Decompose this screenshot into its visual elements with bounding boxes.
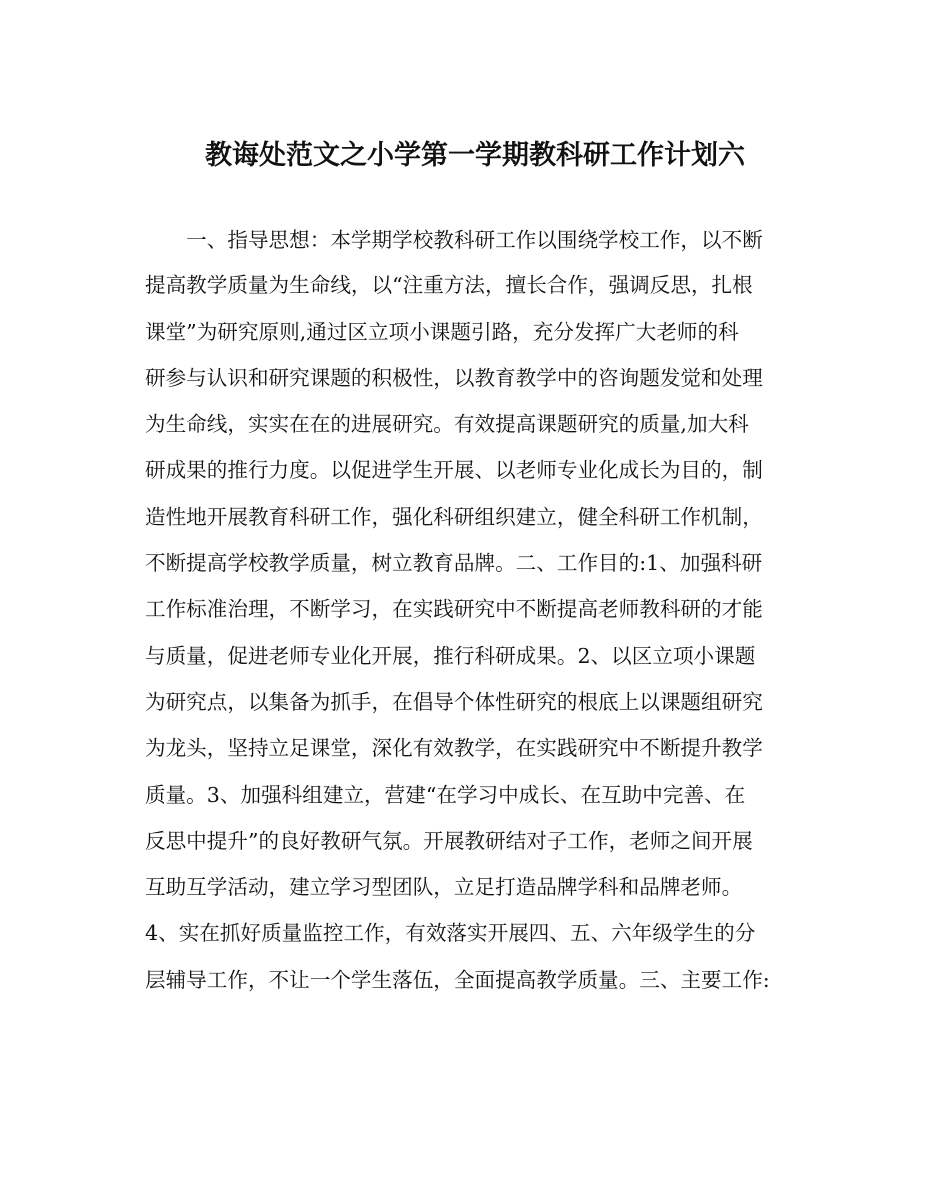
- body-line: 一、指导思想：本学期学校教科研工作以围绕学校工作，以不断: [145, 228, 763, 252]
- body-line: 研成果的推行力度。以促进学生开展、以老师专业化成长为目的，制: [145, 458, 763, 482]
- body-line: 研参与认识和研究课题的积极性，以教育教学中的咨询题发觉和处理: [145, 366, 763, 390]
- body-line: 4、实在抓好质量监控工作，有效落实开展四、五、六年级学生的分: [145, 921, 756, 945]
- body-line: 课堂”为研究原则,通过区立项小课题引路，充分发挥广大老师的科: [145, 320, 739, 344]
- body-line: 为龙头，坚持立足课堂，深化有效教学，在实践研究中不断提升教学: [145, 736, 763, 760]
- body-line: 提高教学质量为生命线，以“注重方法，擅长合作，强调反思，扎根: [145, 273, 753, 297]
- body-line: 互助互学活动，建立学习型团队，立足打造品牌学科和品牌老师。: [145, 875, 743, 899]
- body-line: 层辅导工作，不让一个学生落伍，全面提高教学质量。三、主要工作:: [145, 968, 770, 992]
- body-line: 反思中提升”的良好教研气氛。开展教研结对子工作，老师之间开展: [145, 829, 753, 853]
- body-line: 为研究点，以集备为抓手，在倡导个体性研究的根底上以课题组研究: [145, 690, 763, 714]
- body-line: 不断提高学校教学质量，树立教育品牌。二、工作目的:1、加强科研: [145, 551, 763, 575]
- body-line: 工作标准治理，不断学习，在实践研究中不断提高老师教科研的才能: [145, 597, 763, 621]
- body-line: 质量。3、加强科组建立，营建“在学习中成长、在互助中完善、在: [145, 783, 746, 807]
- body-line: 为生命线，实实在在的进展研究。有效提高课题研究的质量,加大科: [145, 412, 749, 436]
- body-line: 造性地开展教育科研工作，强化科研组织建立，健全科研工作机制，: [145, 505, 763, 529]
- body-line: 与质量，促进老师专业化开展，推行科研成果。2、以区立项小课题: [145, 644, 756, 668]
- document-title: 教诲处范文之小学第一学期教科研工作计划六: [205, 140, 745, 171]
